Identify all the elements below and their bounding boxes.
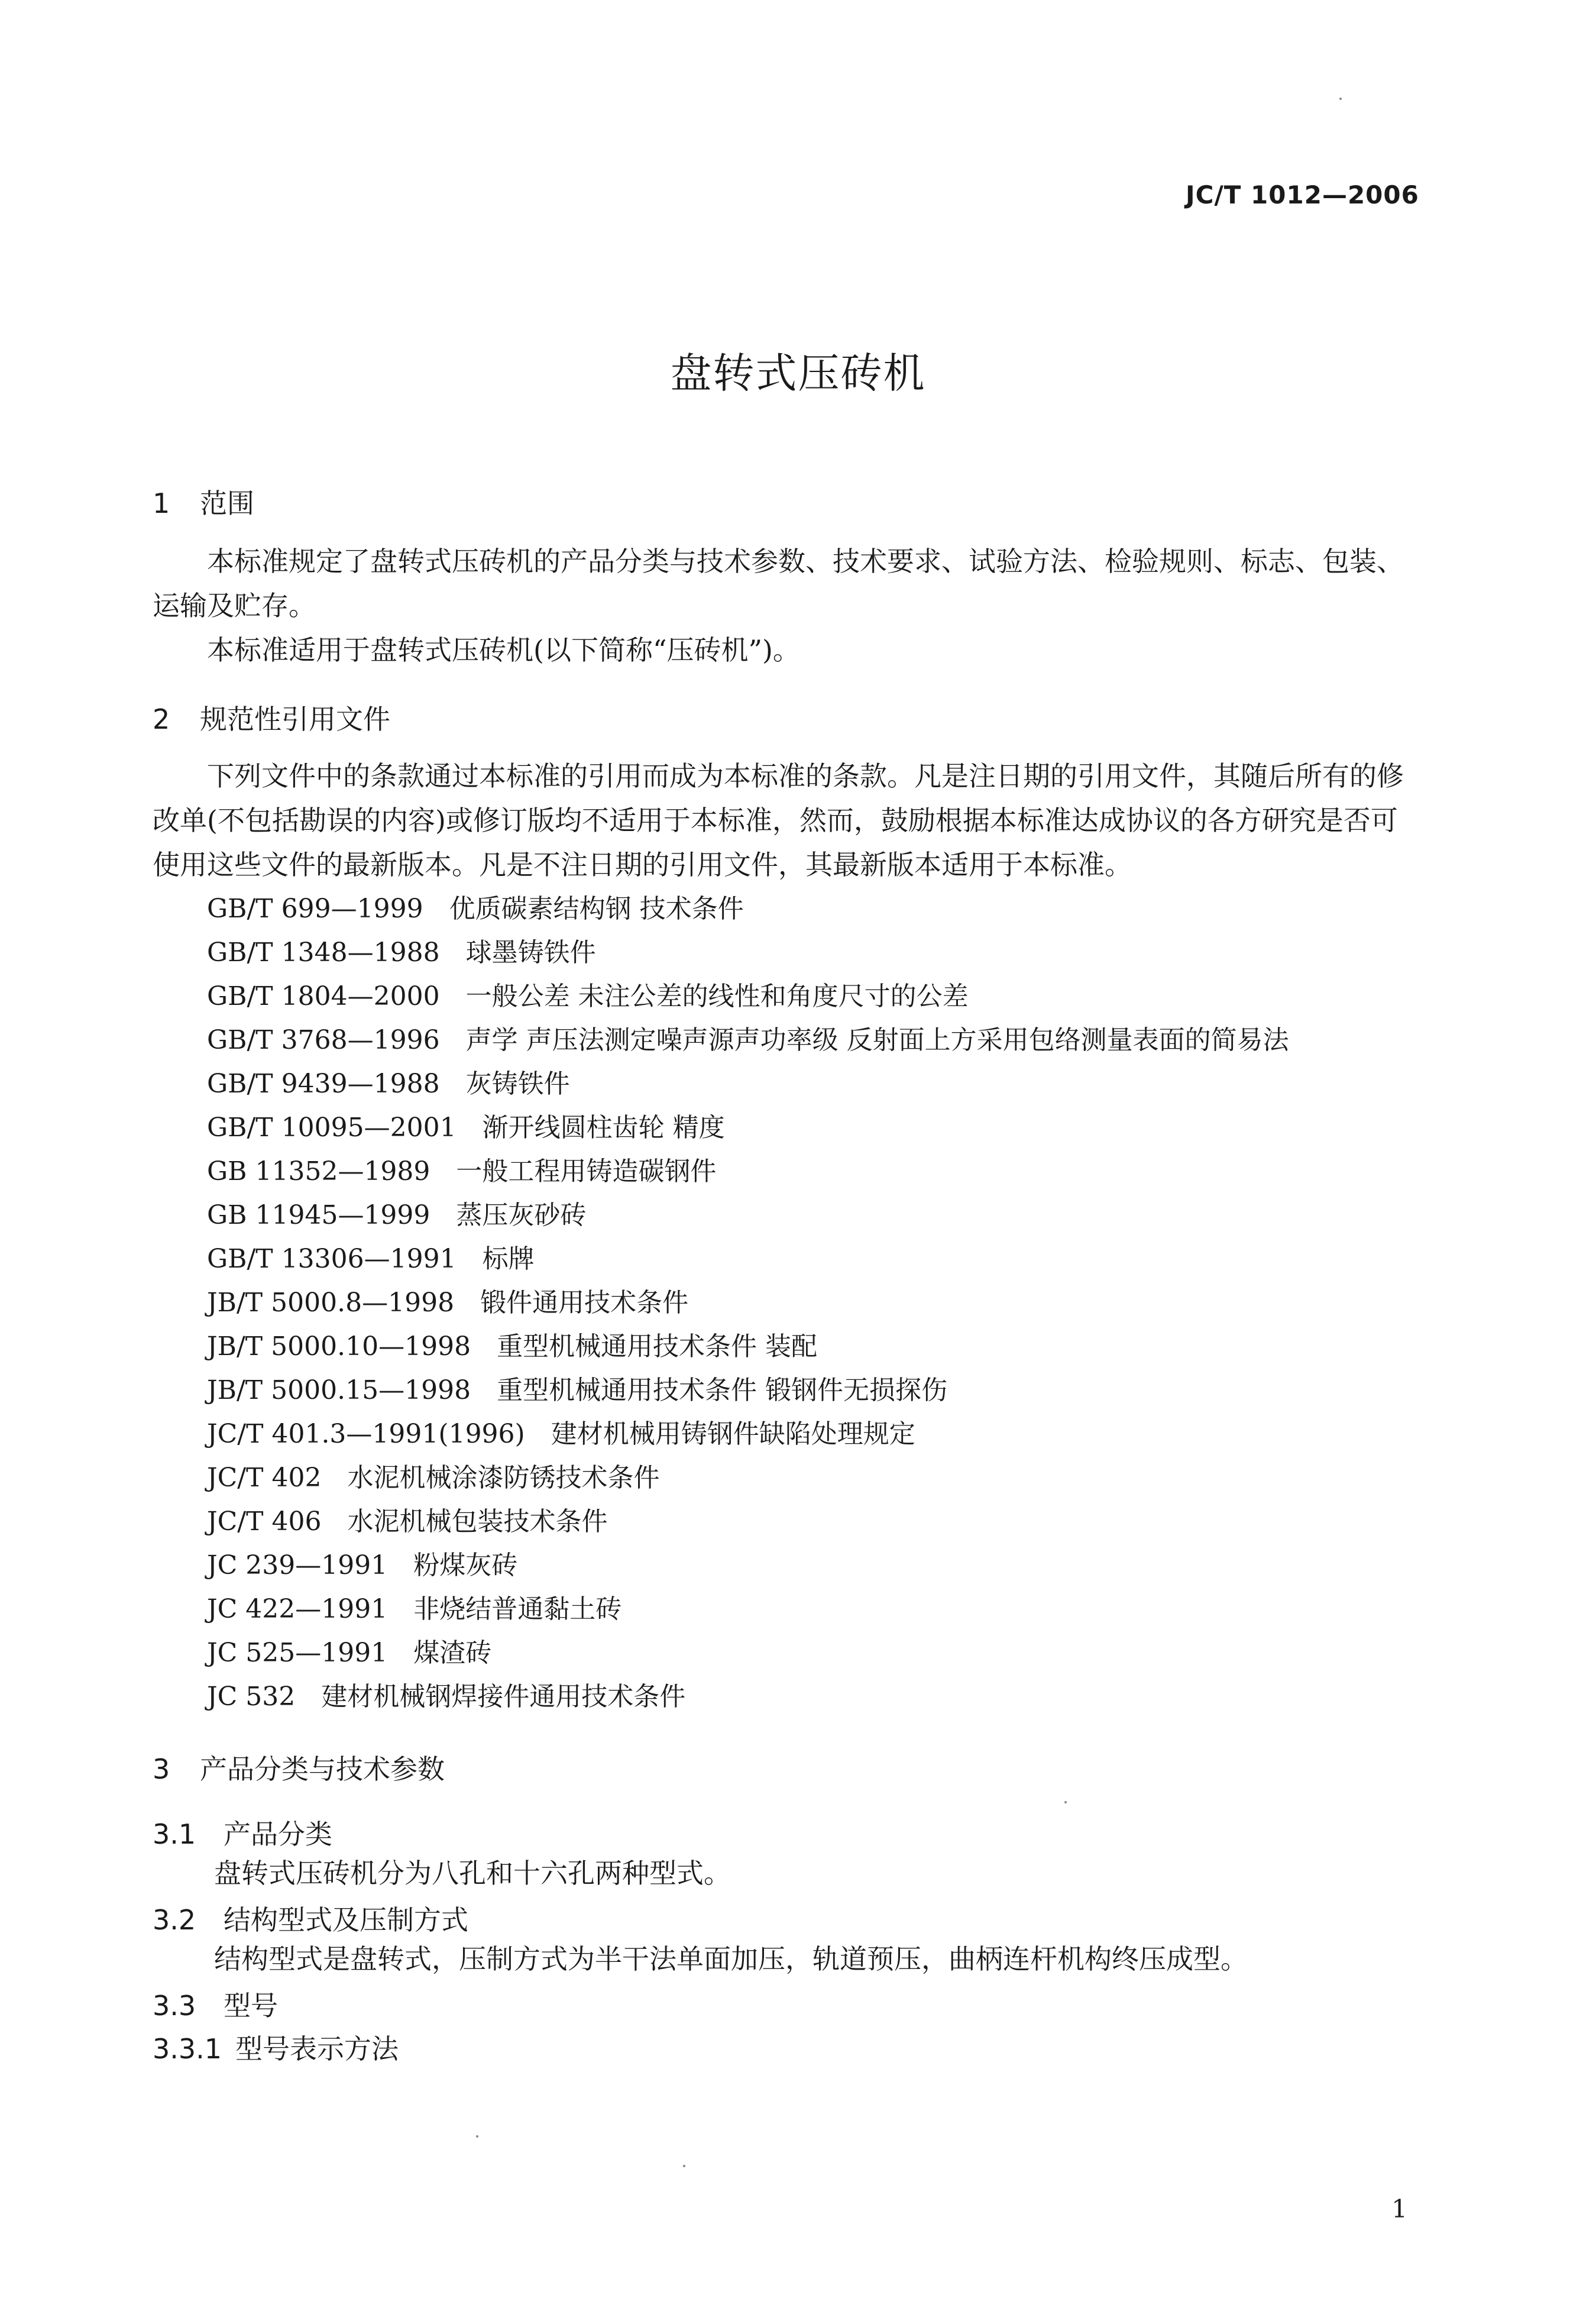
list-item (207, 1194, 1289, 1237)
section-1-paragraph-1: 本标准规定了盘转式压砖机的产品分类与技术参数、技术要求、试验方法、检验规则、标志、包装、运输及贮存。 (153, 545, 1404, 622)
ref-title: 蒸压灰砂砖 (456, 1200, 587, 1230)
subsection-3-1-heading (153, 1813, 332, 1852)
page-number: 1 (1391, 2194, 1407, 2223)
list-item (207, 1106, 1289, 1150)
ref-title: 渐开线圆柱齿轮 精度 (482, 1113, 725, 1143)
ref-code: JB/T 5000.10—1998 (207, 1331, 471, 1362)
ref-title: 水泥机械包装技术条件 (347, 1506, 608, 1537)
ref-title: 声学 声压法测定噪声源声功率级 反射面上方采用包络测量表面的简易法 (465, 1025, 1289, 1055)
ref-title: 建材机械钢焊接件通用技术条件 (321, 1682, 686, 1712)
section-title: 产品分类与技术参数 (200, 1753, 445, 1785)
list-item (207, 1500, 1289, 1544)
subsection-3-3-heading (153, 1984, 278, 2023)
list-item (207, 1631, 1289, 1675)
section-2-heading (153, 698, 390, 737)
ref-code: JC 422—1991 (207, 1594, 388, 1624)
list-item (207, 1019, 1289, 1062)
ref-code: JB/T 5000.8—1998 (207, 1288, 455, 1318)
ref-title: 非烧结普通黏土砖 (413, 1594, 622, 1624)
ref-title: 标牌 (482, 1244, 535, 1274)
ref-code: GB 11945—1999 (207, 1200, 430, 1230)
section-number: 3.1 (153, 1818, 196, 1850)
list-item (207, 1588, 1289, 1631)
ref-title: 粉煤灰砖 (413, 1550, 518, 1580)
list-item (207, 1150, 1289, 1194)
section-title: 产品分类 (224, 1818, 332, 1850)
section-number: 3.3 (153, 1990, 196, 2022)
ref-title: 建材机械用铸钢件缺陷处理规定 (551, 1419, 915, 1449)
subsection-3-3-1-heading (153, 2028, 399, 2067)
standard-code: JC/T 1012—2006 (1186, 180, 1419, 209)
ref-title: 煤渣砖 (413, 1638, 492, 1668)
section-title: 范围 (200, 487, 254, 519)
scan-speck (476, 2135, 478, 2138)
section-number: 3 (153, 1753, 170, 1785)
subsection-3-1-text: 盘转式压砖机分为八孔和十六孔两种型式。 (214, 1857, 731, 1889)
section-title: 型号表示方法 (235, 2033, 399, 2065)
scan-speck (1339, 98, 1342, 100)
list-item (207, 1412, 1289, 1456)
section-3-heading (153, 1748, 445, 1787)
ref-code: JB/T 5000.15—1998 (207, 1375, 471, 1405)
ref-code: GB/T 1804—2000 (207, 981, 440, 1011)
list-item (207, 1544, 1289, 1588)
list-item (207, 1062, 1289, 1106)
section-1-paragraph-2: 本标准适用于盘转式压砖机(以下简称“压砖机”)。 (207, 634, 800, 666)
normative-references-list (207, 887, 1289, 1719)
page-title: 盘转式压砖机 (670, 349, 926, 397)
section-number: 3.2 (153, 1904, 196, 1936)
ref-title: 灰铸铁件 (465, 1069, 570, 1099)
ref-title: 一般公差 未注公差的线性和角度尺寸的公差 (465, 981, 969, 1011)
section-title: 规范性引用文件 (200, 703, 390, 735)
section-number: 3.3.1 (153, 2033, 222, 2065)
scan-speck (683, 2165, 685, 2167)
scan-speck (1064, 1801, 1067, 1803)
ref-title: 球墨铸铁件 (465, 937, 596, 968)
section-number: 2 (153, 703, 170, 735)
list-item (207, 1675, 1289, 1719)
section-2-intro: 下列文件中的条款通过本标准的引用而成为本标准的条款。凡是注日期的引用文件，其随后所有的修改单(不包括勘误的内容)或修订版均不适用于本标准，然而，鼓励根据本标准达成协议的各方研究是否可使用这些文件的最新版本。凡是不注日期的引用文件，其最新版本适用于本标准。 (153, 760, 1404, 881)
list-item (207, 1325, 1289, 1369)
ref-code: JC/T 401.3—1991(1996) (207, 1419, 525, 1449)
ref-title: 重型机械通用技术条件 装配 (497, 1331, 818, 1362)
ref-code: JC 239—1991 (207, 1550, 388, 1580)
list-item (207, 931, 1289, 975)
section-1-heading (153, 482, 254, 521)
list-item (207, 1281, 1289, 1325)
ref-title: 优质碳素结构钢 技术条件 (449, 894, 744, 924)
ref-code: GB/T 10095—2001 (207, 1113, 457, 1143)
ref-code: JC 532 (207, 1682, 296, 1712)
ref-code: GB/T 3768—1996 (207, 1025, 440, 1055)
ref-code: JC 525—1991 (207, 1638, 388, 1668)
list-item (207, 1237, 1289, 1281)
section-number: 1 (153, 487, 170, 519)
subsection-3-2-text: 结构型式是盘转式，压制方式为半干法单面加压，轨道预压，曲柄连杆机构终压成型。 (214, 1943, 1248, 1975)
list-item (207, 975, 1289, 1019)
list-item (207, 1456, 1289, 1500)
ref-title: 一般工程用铸造碳钢件 (456, 1156, 717, 1187)
section-title: 型号 (224, 1990, 278, 2022)
ref-title: 锻件通用技术条件 (480, 1288, 689, 1318)
subsection-3-2-heading (153, 1899, 468, 1938)
ref-code: GB/T 9439—1988 (207, 1069, 440, 1099)
ref-title: 水泥机械涂漆防锈技术条件 (347, 1463, 660, 1493)
ref-code: GB/T 13306—1991 (207, 1244, 457, 1274)
section-title: 结构型式及压制方式 (224, 1904, 468, 1936)
list-item (207, 887, 1289, 931)
ref-title: 重型机械通用技术条件 锻钢件无损探伤 (497, 1375, 948, 1405)
ref-code: JC/T 402 (207, 1463, 322, 1493)
ref-code: GB 11352—1989 (207, 1156, 430, 1187)
ref-code: GB/T 699—1999 (207, 894, 423, 924)
list-item (207, 1369, 1289, 1412)
ref-code: GB/T 1348—1988 (207, 937, 440, 968)
ref-code: JC/T 406 (207, 1506, 322, 1537)
